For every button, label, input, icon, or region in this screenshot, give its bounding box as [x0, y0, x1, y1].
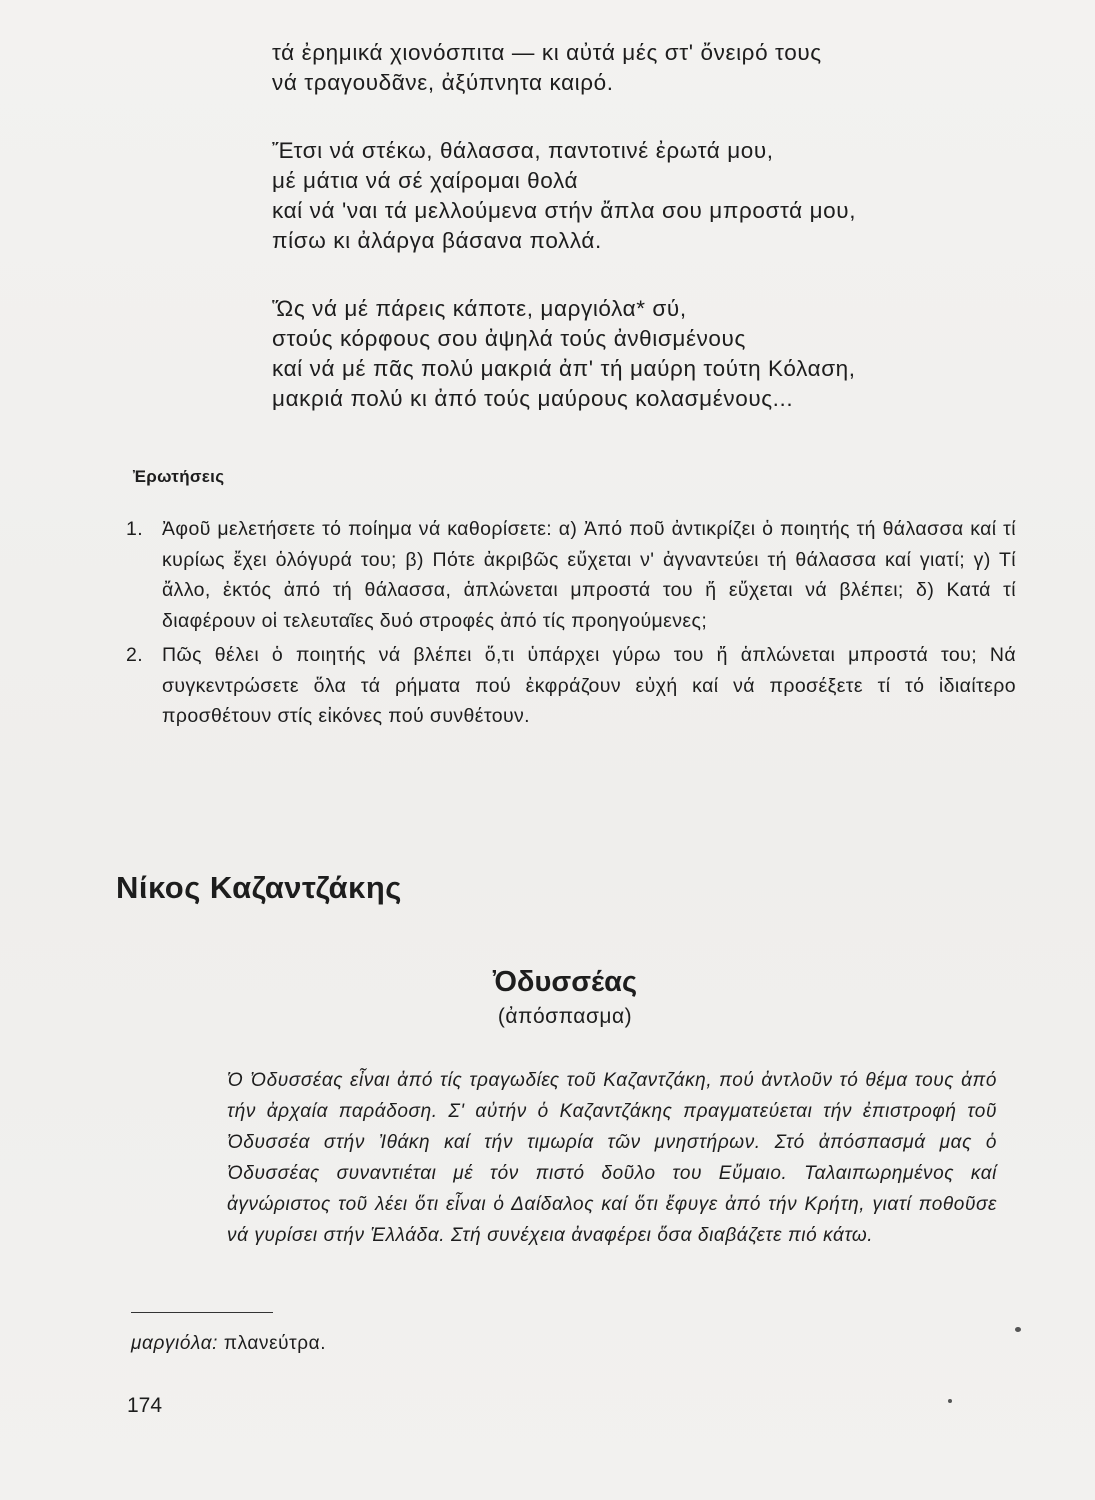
poem-line: Ὥς νά μέ πάρεις κάποτε, μαργιόλα* σύ, [272, 296, 687, 321]
question-number: 2. [126, 644, 144, 666]
poem-line: καί νά μέ πᾶς πολύ μακριά ἀπ' τή μαύρη τούτη Κόλαση, [272, 356, 856, 381]
poem-stanza [272, 294, 1002, 414]
poem-line: στούς κόρφους σου ἀψηλά τούς ἀνθισμένους [272, 326, 746, 351]
poem-line: καί νά 'ναι τά μελλούμενα στήν ἄπλα σου μπροστά μου, [272, 198, 857, 223]
questions-list [126, 514, 1016, 736]
footnote-term: μαργιόλα: [131, 1333, 219, 1354]
author-heading: Νίκος Καζαντζάκης [116, 870, 402, 905]
intro-paragraph: Ὁ Ὀδυσσέας εἶναι ἀπό τίς τραγωδίες τοῦ Καζαντζάκη, πού ἀντλοῦν τό θέμα τους ἀπό τήν ἀρχαία παράδοση. Σ' αὐτήν ὁ Καζαντζάκης πραγματεύεται τήν ἐπιστροφή τοῦ Ὀδυσσέα στήν Ἰθάκη καί τήν τιμωρία τῶν μνηστήρων. Στό ἀπόσπασμά μας ὁ Ὀδυσσέας συναντιέται μέ τόν πιστό δοῦλο του Εὔμαιο. Ταλαιπωρημένος καί ἀγνώριστος τοῦ λέει ὅτι εἶναι ὁ Δαίδαλος καί ὅτι ἔφυγε ἀπό τήν Κρήτη, γιατί ποθοῦσε νά γυρίσει στήν Ἑλλάδα. Στή συνέχεια ἀναφέρει ὅσα διαβάζετε πιό κάτω. [227, 1070, 997, 1246]
poem-stanza [272, 38, 1002, 98]
footnote-definition: πλανεύτρα. [223, 1333, 327, 1354]
questions-heading: Ἐρωτήσεις [133, 467, 225, 486]
question-item [126, 514, 1016, 636]
poem-line: τά ἐρημικά χιονόσπιτα — κι αὐτά μές στ' ὄνειρό τους [272, 40, 822, 65]
poem-line: μέ μάτια νά σέ χαίρομαι θολά [272, 168, 579, 193]
ink-speck [1015, 1327, 1021, 1332]
work-title: Ὀδυσσέας [492, 966, 638, 998]
footnote-divider [131, 1312, 273, 1313]
poem-line: μακριά πολύ κι ἀπό τούς μαύρους κολασμένους... [272, 386, 794, 411]
poem-line: πίσω κι ἀλάργα βάσανα πολλά. [272, 228, 602, 253]
question-text: Ἀφοῦ μελετήσετε τό ποίημα νά καθορίσετε: α) Ἀπό ποῦ ἀντικρίζει ὁ ποιητής τή θάλασσα καί τί κυρίως ἔχει ὁλόγυρά του; β) Πότε ἀκριβῶς εὔχεται ν' ἀγναντεύει τή θάλασσα καί γιατί; γ) Τί ἄλλο, ἐκτός ἀπό τή θάλασσα, ἁπλώνεται μπροστά του ἤ εὔχεται νά βλέπει; δ) Κατά τί διαφέρουν οἱ τελευταῖες δυό στροφές ἀπό τίς προηγούμενες; [162, 518, 1016, 632]
ink-speck [948, 1399, 952, 1403]
question-number: 1. [126, 518, 144, 540]
work-subtitle: (ἀπόσπασμα) [497, 1005, 633, 1028]
question-text: Πῶς θέλει ὁ ποιητής νά βλέπει ὅ,τι ὑπάρχει γύρω του ἤ ἁπλώνεται μπροστά του; Νά συγκεντρώσετε ὅλα τά ρήματα πού ἐκφράζουν εὐχή καί νά προσέξετε τί τό ἰδιαίτερο προσθέτουν στίς εἰκόνες πού συνθέτουν. [162, 644, 1016, 727]
poem-excerpt [272, 38, 1002, 452]
poem-stanza [272, 136, 1002, 256]
question-item [126, 640, 1016, 732]
footnote [131, 1333, 326, 1355]
poem-line: Ἔτσι νά στέκω, θάλασσα, παντοτινέ ἐρωτά μου, [272, 138, 774, 163]
poem-line: νά τραγουδᾶνε, ἀξύπνητα καιρό. [272, 70, 614, 95]
page-number: 174 [127, 1394, 163, 1417]
